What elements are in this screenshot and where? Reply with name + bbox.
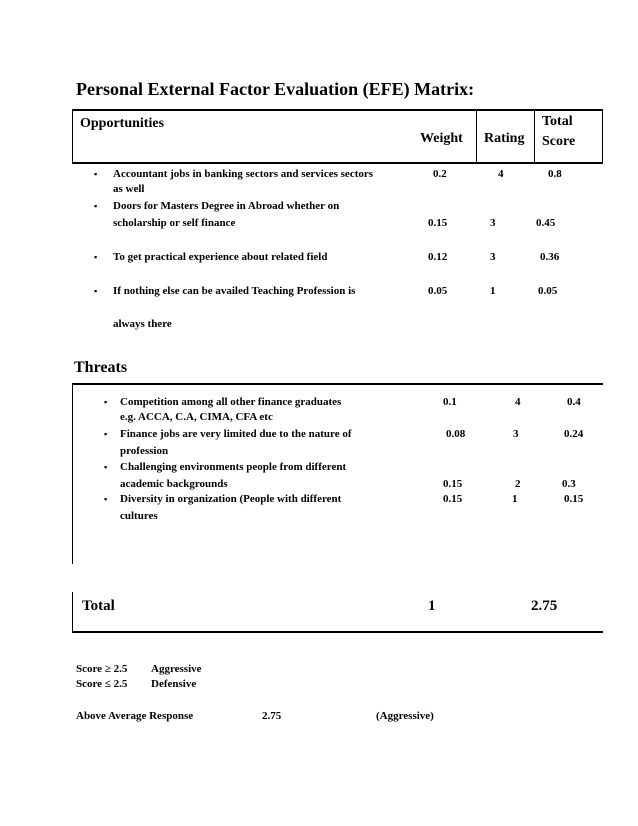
opportunity-3-score: 0.36 [540, 251, 560, 263]
opportunity-3-weight: 0.12 [428, 251, 448, 263]
bullet-icon: ▪ [104, 429, 108, 439]
score-threshold-high-label: Score ≥ 2.5 [76, 663, 128, 675]
opportunity-4-line1: If nothing else can be availed Teaching Profession is [113, 285, 356, 297]
bullet-icon: ▪ [104, 494, 108, 504]
bullet-icon: ▪ [94, 169, 98, 179]
threats-top-border [72, 383, 603, 385]
opportunity-3-line1: To get practical experience about related field [113, 251, 328, 263]
score-threshold-low-label: Score ≤ 2.5 [76, 678, 128, 690]
threat-3-rating: 2 [515, 478, 521, 490]
header-bottom-border [72, 162, 603, 164]
total-left-border [72, 592, 73, 632]
threat-2-score: 0.24 [564, 428, 584, 440]
threat-2-line1: Finance jobs are very limited due to the nature of [120, 428, 352, 440]
threat-2-line2: profession [120, 445, 169, 457]
header-total-line2: Score [542, 134, 576, 149]
total-bottom-border [72, 631, 603, 633]
total-label: Total [82, 598, 115, 614]
response-value: 2.75 [262, 710, 282, 722]
opportunity-4-rating: 1 [490, 285, 496, 297]
threat-4-line2: cultures [120, 510, 158, 522]
response-note: (Aggressive) [376, 710, 434, 722]
threat-3-line1: Challenging environments people from different [120, 461, 347, 473]
total-weight: 1 [428, 598, 436, 614]
opportunity-1-line1: Accountant jobs in banking sectors and services sectors [113, 168, 374, 180]
bullet-icon: ▪ [94, 201, 98, 211]
threat-2-rating: 3 [513, 428, 519, 440]
threats-left-border [72, 384, 73, 564]
score-threshold-high-value: Aggressive [151, 663, 202, 675]
opportunity-1-rating: 4 [498, 168, 504, 180]
opportunity-4-line2: always there [113, 318, 172, 330]
threat-1-weight: 0.1 [443, 396, 457, 408]
threat-4-line1: Diversity in organization (People with different [120, 493, 342, 505]
threat-3-weight: 0.15 [443, 478, 463, 490]
threat-3-line2: academic backgrounds [120, 478, 228, 490]
header-divider-weight [476, 110, 477, 163]
opportunity-2-rating: 3 [490, 217, 496, 229]
header-left-border [72, 110, 73, 163]
opportunity-2-score: 0.45 [536, 217, 556, 229]
opportunity-1-line2: as well [113, 183, 145, 195]
header-total-line1: Total [542, 114, 573, 129]
page-title: Personal External Factor Evaluation (EFE) Matrix: [76, 79, 475, 99]
total-score: 2.75 [531, 598, 558, 614]
opportunity-4-weight: 0.05 [428, 285, 448, 297]
bullet-icon: ▪ [94, 252, 98, 262]
opportunity-2-line1: Doors for Masters Degree in Abroad whether on [113, 200, 340, 212]
threat-1-line1: Competition among all other finance graduates [120, 396, 342, 408]
threat-4-score: 0.15 [564, 493, 584, 505]
threat-1-score: 0.4 [567, 396, 581, 408]
threats-title: Threats [74, 359, 128, 376]
header-right-border [602, 110, 603, 163]
threat-4-weight: 0.15 [443, 493, 463, 505]
response-label: Above Average Response [76, 710, 194, 722]
threat-4-rating: 1 [512, 493, 518, 505]
header-opportunities: Opportunities [80, 116, 165, 131]
opportunity-2-line2: scholarship or self finance [113, 217, 236, 229]
opportunity-1-score: 0.8 [548, 168, 562, 180]
header-rating: Rating [484, 131, 525, 146]
opportunity-1-weight: 0.2 [433, 168, 447, 180]
bullet-icon: ▪ [104, 462, 108, 472]
threat-2-weight: 0.08 [446, 428, 466, 440]
threat-1-line2: e.g. ACCA, C.A, CIMA, CFA etc [120, 411, 273, 423]
threat-1-rating: 4 [515, 396, 521, 408]
score-threshold-low-value: Defensive [151, 678, 197, 690]
opportunity-3-rating: 3 [490, 251, 496, 263]
opportunity-4-score: 0.05 [538, 285, 558, 297]
header-weight: Weight [420, 131, 463, 146]
header-divider-rating [534, 110, 535, 163]
opportunity-2-weight: 0.15 [428, 217, 448, 229]
bullet-icon: ▪ [94, 286, 98, 296]
header-top-border [72, 109, 603, 111]
bullet-icon: ▪ [104, 397, 108, 407]
threat-3-score: 0.3 [562, 478, 576, 490]
